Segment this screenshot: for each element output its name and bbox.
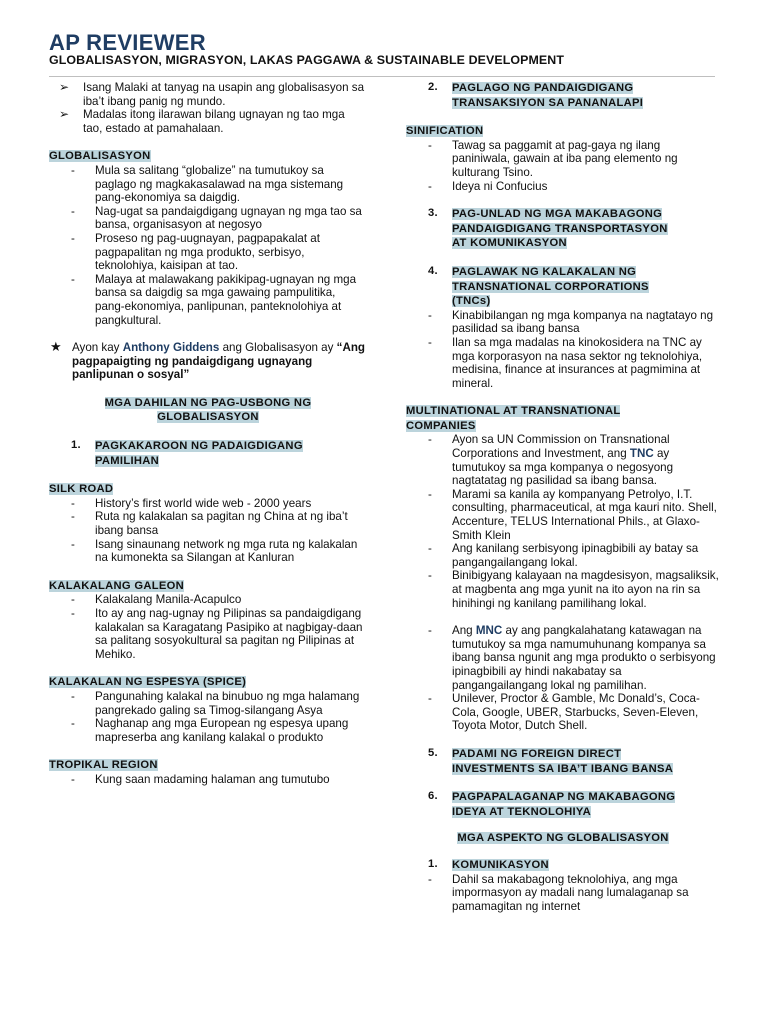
- star-icon: ★: [50, 339, 62, 355]
- dahilan-heading: MGA DAHILAN NG PAG-USBONG NG GLOBALISASYON: [104, 396, 312, 424]
- section-heading: KALAKALANG GALEON: [49, 579, 184, 592]
- header-divider: [49, 76, 715, 77]
- list-item: - Ayon sa UN Commission on Transnational Corporations and Investment, ang TNC ay tumutukoy sa mga kompanya o negosyong nagtatatag ng pasilidad sa ibang bansa.: [406, 433, 720, 487]
- section-heading: GLOBALISASYON: [49, 150, 151, 163]
- aspekto-heading: MGA ASPEKTO NG GLOBALISASYON: [457, 832, 669, 845]
- numbered-heading: 1. PAGKAKAROON NG PADAIGDIGANG PAMILIHAN: [71, 439, 303, 467]
- list-item: ➢ Isang Malaki at tanyag na usapin ang globalisasyon sa iba’t ibang panig ng mundo.: [59, 80, 365, 108]
- list-item: - Kinabibilangan ng mga kompanya na nagtatayo ng pasilidad sa ibang bansa: [406, 309, 720, 336]
- tnc-list: [406, 309, 720, 391]
- list-item: - Dahil sa makabagong teknolohiya, ang mga impormasyon ay madali nang lumalaganap sa pamamagitan ng internet: [406, 873, 720, 914]
- numbered-heading: 4. PAGLAWAK NG KALAKALAN NG TRANSNATIONAL CORPORATIONS (TNCs): [428, 264, 649, 308]
- list-item: - Kalakalang Manila-Acapulco: [49, 593, 367, 607]
- intro-list: [49, 81, 367, 135]
- quote-author: Anthony Giddens: [122, 341, 220, 355]
- giddens-quote: ★ Ayon kay Anthony Giddens ang Globalisasyon ay “Ang pagpapaigting ng pandaigdigang ugnayang panlipunan o sosyal”: [50, 339, 366, 382]
- list-item: - Tawag sa paggamit at pag-gaya ng ilang paniniwala, gawain at iba pang elemento ng kulturang Tsino.: [406, 139, 720, 180]
- section-heading: SINIFICATION: [406, 125, 484, 138]
- spice-list: [49, 690, 367, 744]
- numbered-heading: 6. PAGPAPALAGANAP NG MAKABAGONG IDEYA AT TEKNOLOHIYA: [428, 790, 676, 818]
- section-heading: KALAKALAN NG ESPESYA (SPICE): [49, 676, 247, 689]
- list-item: - Ang MNC ay ang pangkalahatang katawagan na tumutukoy sa mga namumuhunang kompanya sa ibang bansa ngunit ang mga produkto o serbisyong ipinagbibili ay hindi nakabatay sa pangangailangang lokal ng pamilihan.: [406, 624, 720, 692]
- list-item: - Proseso ng pag-uugnayan, pagpapakalat at pagpapalitan ng mga produkto, serbisyo, teknolohiya, kaisipan at tao.: [49, 232, 367, 273]
- page-subtitle: GLOBALISASYON, MIGRASYON, LAKAS PAGGAWA & SUSTAINABLE DEVELOPMENT: [49, 53, 564, 67]
- section-heading: SILK ROAD: [49, 483, 114, 496]
- numbered-heading: 3. PAG-UNLAD NG MGA MAKABAGONG PANDAIGDIGANG TRANSPORTASYON AT KOMUNIKASYON: [428, 207, 668, 250]
- sinification-list: [406, 139, 720, 193]
- tropikal-list: [49, 773, 367, 787]
- left-column: [49, 81, 367, 787]
- numbered-heading: 5. PADAMI NG FOREIGN DIRECT INVESTMENTS SA IBA’T IBANG BANSA: [428, 746, 674, 775]
- page-title: AP REVIEWER: [49, 30, 206, 55]
- list-item: - Ruta ng kalakalan sa pagitan ng China at ng iba’t ibang bansa: [49, 510, 367, 537]
- numbered-heading: 1. KOMUNIKASYON: [428, 857, 549, 871]
- arrow-bullet-icon: ➢: [59, 107, 70, 122]
- list-item: - Pangunahing kalakal na binubuo ng mga halamang pangrekado galing sa Timog-silangang Asya: [49, 690, 367, 717]
- list-item: - Ang kanilang serbisyong ipinagbibili ay batay sa pangangailangang lokal.: [406, 542, 720, 569]
- list-item: - Ideya ni Confucius: [406, 180, 720, 194]
- arrow-bullet-icon: ➢: [59, 80, 70, 94]
- mnc-heading: MULTINATIONAL AT TRANSNATIONAL COMPANIES: [406, 405, 621, 432]
- section-heading: TROPIKAL REGION: [49, 759, 158, 772]
- list-item: - Binibigyang kalayaan na magdesisyon, magsaliksik, at magbenta ang mga yunit na ito ayon na rin sa hinihingi ng kanilang pamilihang lokal.: [406, 569, 720, 610]
- list-item: - Naghanap ang mga European ng espesya upang mapreserba ang kanilang kalakal o produkto: [49, 717, 367, 744]
- list-item: - Malaya at malawakang pakikipag-ugnayan ng mga bansa sa daigdig sa mga gawaing pampulitika, pang-ekonomiya, panlipunan, panteknolohiya at pangkultural.: [49, 273, 367, 327]
- quote-text: “Ang pagpapaigting ng pandaigdigang ugnayang panlipunan o sosyal”: [72, 341, 366, 382]
- mnc-definition-list: [406, 624, 720, 733]
- list-item: - Mula sa salitang “globalize” na tumutukoy sa paglago ng magkakasalawad na mga sistemang pang-ekonomiya sa daigdig.: [49, 164, 367, 205]
- komunikasyon-list: [406, 873, 720, 914]
- list-item: - Ilan sa mga madalas na kinokosidera na TNC ay mga korporasyon na nasa sektor ng teknolohiya, medisina, finance at insurances at pagmimina at mineral.: [406, 336, 720, 390]
- galeon-list: [49, 593, 367, 661]
- right-column: [406, 81, 720, 913]
- list-item: - History’s first world wide web - 2000 years: [49, 497, 367, 511]
- silk-road-list: [49, 497, 367, 565]
- list-item: ➢ Madalas itong ilarawan bilang ugnayan ng tao mga tao, estado at pamahalaan.: [59, 107, 345, 135]
- list-item: - Marami sa kanila ay kompanyang Petrolyo, I.T. consulting, pharmaceutical, at mga kauri nito. Shell, Accenture, TELUS International Phils., at Glaxo-Smith Klein: [406, 488, 720, 542]
- list-item: - Nag-ugat sa pandaigdigang ugnayan ng mga tao sa bansa, organisasyon at negosyo: [49, 205, 367, 232]
- list-item: - Kung saan madaming halaman ang tumutubo: [49, 773, 367, 787]
- numbered-heading: 2. PAGLAGO NG PANDAIGDIGANG TRANSAKSIYON SA PANANALAPI: [428, 81, 644, 109]
- list-item: - Unilever, Proctor & Gamble, Mc Donald’s, Coca-Cola, Google, UBER, Starbucks, Seven-Eleven, Toyota Motor, Dutch Shell.: [406, 692, 720, 733]
- list-item: - Isang sinaunang network ng mga ruta ng kalakalan na kumonekta sa Silangan at Kanluran: [49, 538, 367, 565]
- globalisasyon-list: [49, 164, 367, 327]
- list-item: - Ito ay ang nag-ugnay ng Pilipinas sa pandaigdigang kalakalan sa Karagatang Pasipiko at nagbigay-daan sa palitang sosyokultural sa pagitan ng Pilipinas at Mehiko.: [49, 607, 367, 661]
- mnc-list: [406, 433, 720, 610]
